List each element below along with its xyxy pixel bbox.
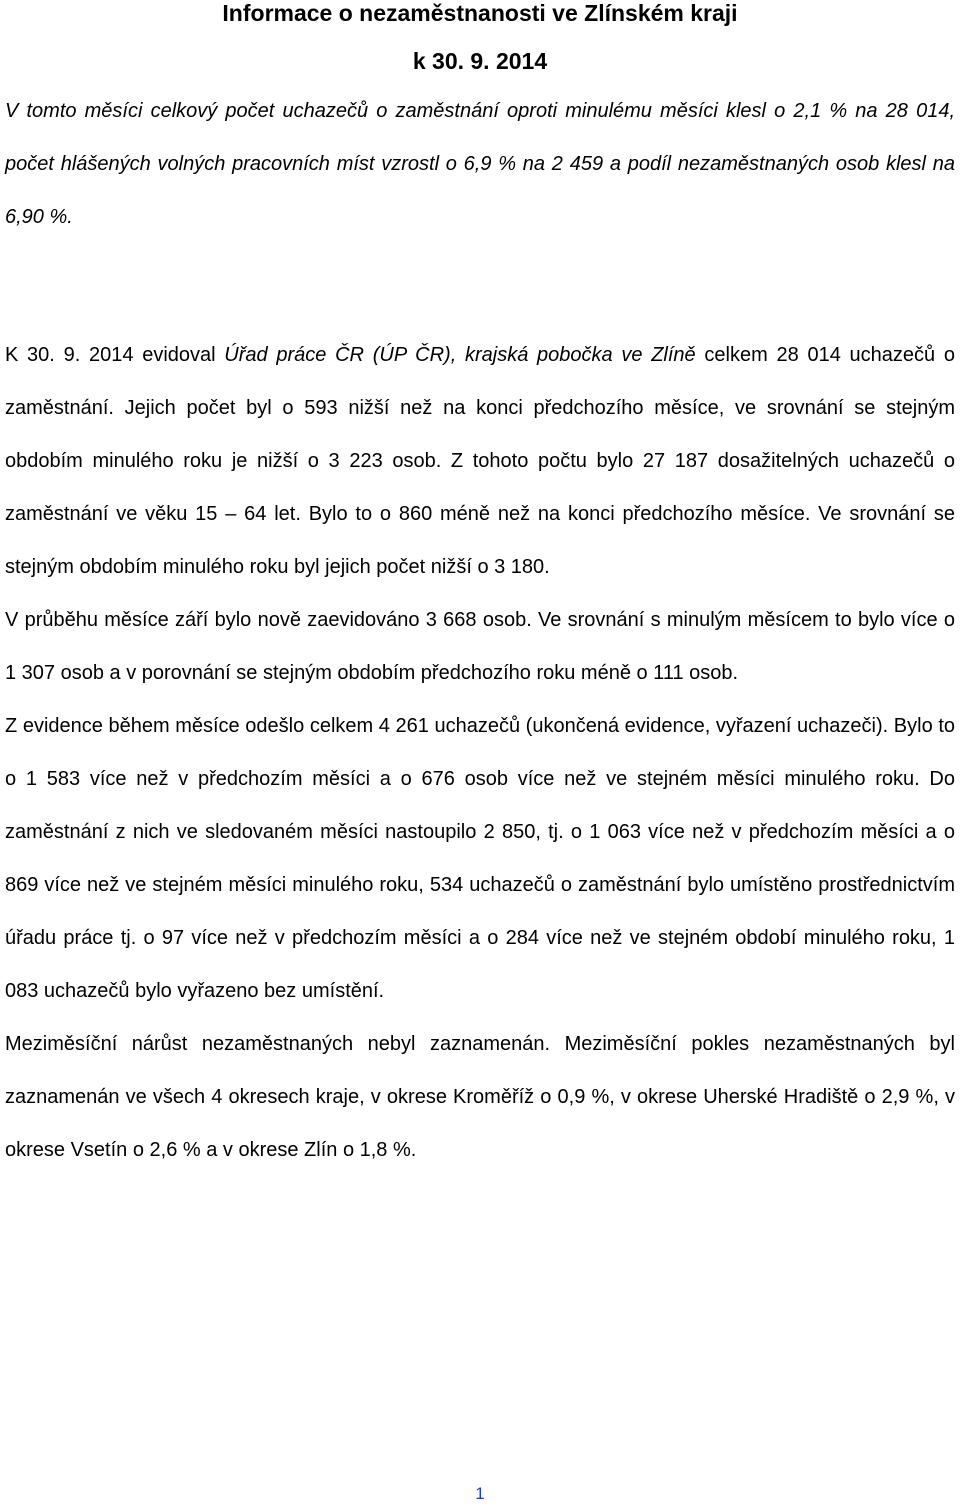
page-number: 1 xyxy=(475,1484,485,1503)
paragraph-registered-office: Úřad práce ČR (ÚP ČR), krajská pobočka ve Zlíně xyxy=(224,344,696,366)
paragraph-departures: Z evidence během měsíce odešlo celkem 4 261 uchazečů (ukončená evidence, vyřazení uchazeči). Bylo to o 1 583 více než v předchozím měsíci a o 676 osob více než ve stejném měsíci minulého roku. Do zaměstnání z nich ve sledovaném měsíci nastoupilo 2 850, tj. o 1 063 více než v předchozím měsíci a o 869 více než ve stejném měsíci minulého roku, 534 uchazečů o zaměstnání bylo umístěno prostřednictvím úřadu práce tj. o 97 více než v předchozím měsíci a o 284 více než ve stejném období minulého roku, 1 083 uchazečů bylo vyřazeno bez umístění. xyxy=(5,715,955,1002)
document-date: k 30. 9. 2014 xyxy=(412,48,548,74)
paragraph-registered-rest: celkem 28 014 uchazečů o zaměstnání. Jejich počet byl o 593 nižší než na konci předchozího měsíce, ve srovnání se stejným obdobím minulého roku je nižší o 3 223 osob. Z tohoto počtu bylo 27 187 dosažitelných uchazečů o zaměstnání ve věku 15 – 64 let. Bylo to o 860 méně než na konci předchozího měsíce. Ve srovnání se stejným obdobím minulého roku byl jejich počet nižší o 3 180. xyxy=(5,344,955,578)
document-title: Informace o nezaměstnanosti ve Zlínském kraji xyxy=(222,0,738,26)
paragraph-districts: Meziměsíční nárůst nezaměstnaných nebyl zaznamenán. Meziměsíční pokles nezaměstnaných byl zaznamenán ve všech 4 okresech kraje, v okrese Kroměříž o 0,9 %, v okrese Uherské Hradiště o 2,9 %, v okrese Vsetín o 2,6 % a v okrese Zlín o 1,8 %. xyxy=(5,1033,955,1161)
intro-paragraph: V tomto měsíci celkový počet uchazečů o zaměstnání oproti minulému měsíci klesl o 2,1 % na 28 014, počet hlášených volných pracovních míst vzrostl o 6,9 % na 2 459 a podíl nezaměstnaných osob klesl na 6,90 %. xyxy=(5,100,955,228)
paragraph-registered-lead: K 30. 9. 2014 evidoval xyxy=(5,344,225,366)
paragraph-registered xyxy=(5,329,955,594)
paragraph-new-registrations: V průběhu měsíce září bylo nově zaevidováno 3 668 osob. Ve srovnání s minulým měsícem to bylo více o 1 307 osob a v porovnání se stejným obdobím předchozího roku méně o 111 osob. xyxy=(5,609,955,684)
